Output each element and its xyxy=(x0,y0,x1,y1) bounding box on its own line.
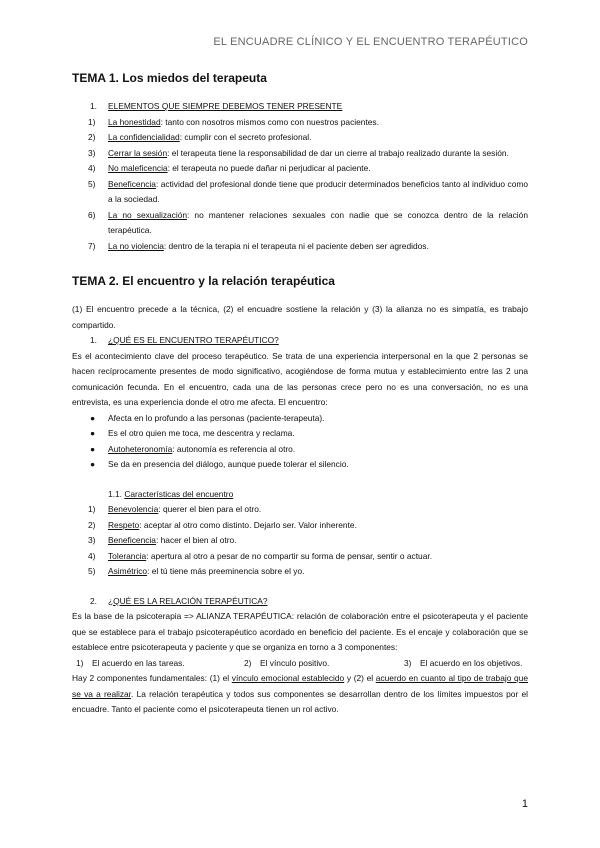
item-term: La honestidad xyxy=(108,116,161,127)
item-text: : el terapeuta no puede dañar ni perjudicar al paciente. xyxy=(167,163,371,173)
s2-title: ¿QUÉ ES LA RELACIÓN TERAPÉUTICA? xyxy=(108,595,268,606)
char-item xyxy=(72,518,528,534)
tema1-title: TEMA 1. Los miedos del terapeuta xyxy=(72,71,267,85)
component-text: El acuerdo en las tareas. xyxy=(92,657,185,668)
item-text: : dentro de la terapia ni el terapeuta ni el paciente deben ser agredidos. xyxy=(163,240,429,251)
final-underline-1: vínculo emocional establecido xyxy=(231,673,345,683)
item-text: : cumplir con el secreto profesional. xyxy=(179,132,312,142)
final-underline-2: acuerdo en cuanto al tipo de trabajo que se va a realizar xyxy=(72,673,529,699)
char-item xyxy=(72,549,528,565)
tema2-s1-heading xyxy=(72,333,528,349)
char-text: : aceptar al otro como distinto. Dejarlo ser. Valor inherente. xyxy=(139,519,357,530)
components-row xyxy=(72,656,528,672)
char-term: Tolerancia xyxy=(108,550,147,561)
tema1-item xyxy=(72,161,528,177)
bullet-text: Se da en presencia del diálogo, aunque puede tolerar el silencio. xyxy=(108,459,349,469)
item-text: : tanto con nosotros mismos como con nuestros pacientes. xyxy=(160,116,379,127)
bullet-dot-icon: ● xyxy=(90,459,96,469)
component-text: El acuerdo en los objetivos. xyxy=(420,657,523,668)
item-text: : no mantener relaciones sexuales con nadie que se conozca dentro de la relación terapéutica. xyxy=(108,209,528,235)
tema2-s2-heading xyxy=(72,594,528,610)
item-term: Cerrar la sesión xyxy=(108,147,168,158)
item-term: No maleficencia xyxy=(108,163,168,173)
list-marker: 2) xyxy=(88,132,96,142)
sub-marker: 1.1. xyxy=(108,488,122,499)
sub-title: Características del encuentro xyxy=(124,488,234,499)
char-term: Benevolencia xyxy=(108,504,159,514)
component-item xyxy=(72,656,240,672)
component-item xyxy=(240,656,400,672)
s1-marker: 1. xyxy=(90,335,97,345)
s2-marker: 2. xyxy=(90,595,97,606)
bullet-text: Afecta en lo profundo a las personas (paciente-terapeuta). xyxy=(108,412,325,423)
component-text: El vínculo positivo. xyxy=(260,657,330,668)
tema1-section-heading xyxy=(72,99,528,115)
char-term: Beneficencia xyxy=(108,535,156,545)
tema1-section-marker: 1. xyxy=(90,101,97,111)
item-term: La confidencialidad xyxy=(108,132,180,142)
bullet-text: Es el otro quien me toca, me descentra y reclama. xyxy=(108,428,295,438)
running-header: EL ENCUADRE CLÍNICO Y EL ENCUENTRO TERAPÉUTICO xyxy=(213,36,528,48)
item-text: : actividad del profesional donde tiene que producir determinados beneficios tanto al individuo como a la sociedad. xyxy=(108,178,528,204)
bullet-item xyxy=(72,457,528,473)
page-number: 1 xyxy=(521,798,528,810)
characteristics-list xyxy=(72,502,528,580)
char-text: : el tú tiene más preeminencia sobre el yo. xyxy=(147,566,305,576)
s2-paragraph-lead: Es la base de la psicoterapia => ALIANZA TERAPÉUTICA xyxy=(72,611,292,621)
bullet-item xyxy=(72,411,528,427)
char-text: : querer el bien para el otro. xyxy=(158,504,262,514)
bullet-item xyxy=(72,442,528,458)
bullet-dot-icon: ● xyxy=(90,428,96,438)
tema1-item xyxy=(72,208,528,239)
list-marker: 4) xyxy=(88,163,96,173)
document-body xyxy=(72,70,528,718)
item-term: La no violencia xyxy=(108,240,164,251)
list-marker: 7) xyxy=(88,240,96,251)
tema1-item xyxy=(72,239,528,255)
s2-paragraph xyxy=(72,609,528,656)
tema1-item xyxy=(72,130,528,146)
bullet-item xyxy=(72,426,528,442)
list-marker: 3) xyxy=(88,147,96,158)
final-text-a: Hay 2 componentes fundamentales: (1) el xyxy=(72,673,232,683)
s2-paragraph-rest: : relación de colaboración entre el psicoterapeuta y el paciente que se establece para el trabajo psicoterapéutico acordado en beneficio del paciente. Es el encaje y colaboración que se establece entre psicoterapeuta y paciente y que se organiza en torno a 3 componentes: xyxy=(72,611,528,652)
tema1-item xyxy=(72,115,528,131)
item-term: Beneficencia xyxy=(108,178,156,189)
list-marker: 4) xyxy=(88,550,96,561)
bullet-term: Autoheteronomía xyxy=(108,443,173,454)
char-item xyxy=(72,502,528,518)
list-marker: 3) xyxy=(88,535,96,545)
item-text: : el terapeuta tiene la responsabilidad de dar un cierre al trabajo realizado durante la sesión. xyxy=(167,147,509,158)
list-marker: 6) xyxy=(88,209,96,220)
char-item xyxy=(72,533,528,549)
tema2-intro: (1) El encuentro precede a la técnica, (2) el encuadre sostiene la relación y (3) la alianza no es simpatía, es trabajo compartido. xyxy=(72,304,528,330)
s1-paragraph: Es el acontecimiento clave del proceso terapéutico. Se trata de una experiencia interpersonal en la que 2 personas se hacen recíprocamente presentes de modo significativo, acogiéndose de forma mutua y establecimiento entre las 2 una comunicación fecunda. En el encuentro, cada una de las personas crece pero no es una conversación, no es una entrevista, es una experiencia donde el otro me afecta. El encuentro: xyxy=(72,350,528,407)
item-term: La no sexualización xyxy=(108,209,188,220)
list-marker: 2) xyxy=(88,519,96,530)
final-text-b: y (2) el xyxy=(344,673,376,683)
bullet-text: : autonomía es referencia al otro. xyxy=(172,443,296,454)
list-marker: 1) xyxy=(88,504,96,514)
tema1-section-title: ELEMENTOS QUE SIEMPRE DEBEMOS TENER PRESENTE xyxy=(108,101,343,111)
encuentro-bullets xyxy=(72,411,528,473)
final-text-c: . La relación terapéutica y todos sus componentes se desarrollan dentro de los límites impuestos por el encuadre. Tanto el paciente como el psicoterapeuta tienen un rol activo. xyxy=(72,688,528,714)
list-marker: 5) xyxy=(88,178,96,189)
char-text: : apertura al otro a pesar de no compartir su forma de pensar, sentir o actuar. xyxy=(146,550,433,561)
char-text: : hacer el bien al otro. xyxy=(155,535,237,545)
component-item xyxy=(400,656,528,672)
s1-title: ¿QUÉ ES EL ENCUENTRO TERAPÉUTICO? xyxy=(108,335,279,345)
final-paragraph xyxy=(72,671,528,718)
list-marker: 2) xyxy=(244,657,252,668)
char-item xyxy=(72,564,528,580)
tema1-item xyxy=(72,146,528,162)
list-marker: 1) xyxy=(88,116,96,127)
list-marker: 5) xyxy=(88,566,96,576)
tema1-list xyxy=(72,115,528,255)
bullet-dot-icon: ● xyxy=(90,443,96,454)
bullet-dot-icon: ● xyxy=(90,412,96,423)
list-marker: 3) xyxy=(404,657,412,668)
sub-heading-1-1 xyxy=(72,487,528,503)
char-term: Asimétrico xyxy=(108,566,148,576)
char-term: Respeto xyxy=(108,519,140,530)
list-marker: 1) xyxy=(76,657,84,668)
tema1-item xyxy=(72,177,528,208)
tema2-title: TEMA 2. El encuentro y la relación terapéutica xyxy=(72,274,335,288)
